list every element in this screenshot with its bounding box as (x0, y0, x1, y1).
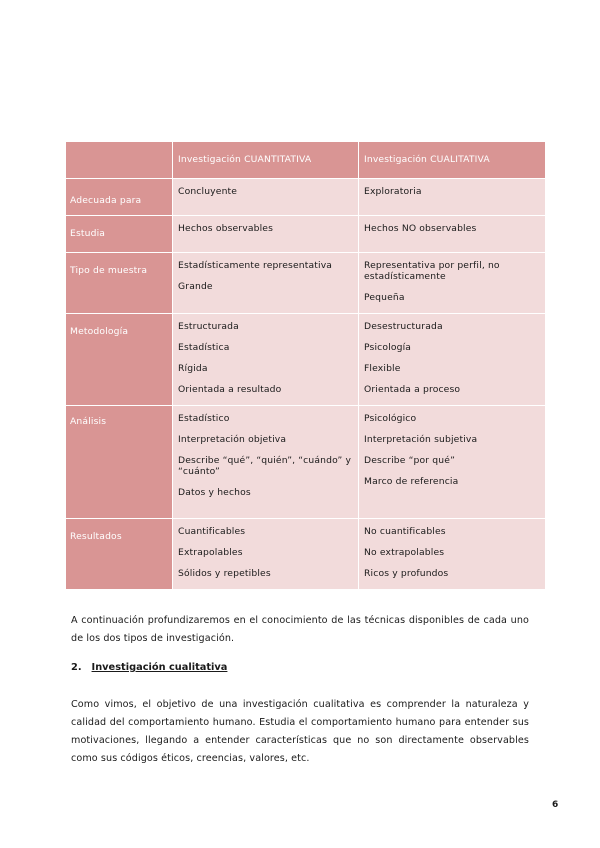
table-row (66, 406, 545, 519)
list-item: Datos y hechos (178, 487, 251, 498)
cual-cell (359, 179, 546, 216)
cual-cell (359, 519, 546, 590)
table-row (66, 314, 545, 406)
row-label: Tipo de muestra (70, 265, 148, 276)
cual-cell (359, 314, 546, 406)
cuant-cell (173, 216, 359, 253)
list-item: Psicológico (364, 413, 417, 424)
list-item: Psicología (364, 342, 412, 353)
table-row (66, 179, 545, 216)
list-item: Flexible (364, 363, 401, 374)
list-item: Estructurada (178, 321, 239, 332)
row-label-cell (66, 253, 173, 314)
list-item: Interpretación subjetiva (364, 434, 478, 445)
intro-paragraph: A continuación profundizaremos en el conocimiento de las técnicas disponibles de cada uno de los dos tipos de investigación. (71, 614, 529, 644)
row-label: Metodología (70, 326, 129, 337)
list-item: No cuantificables (364, 526, 446, 537)
list-item: No extrapolables (364, 547, 445, 558)
section-heading (71, 662, 227, 673)
page-number: 6 (552, 800, 559, 810)
list-item: Estadística (178, 342, 230, 353)
list-item: Extrapolables (178, 547, 243, 558)
header-cualitativa: Investigación CUALITATIVA (359, 142, 546, 179)
cuant-cell (173, 253, 359, 314)
cuant-cell (173, 314, 359, 406)
header-cuantitativa: Investigación CUANTITATIVA (173, 142, 359, 179)
list-item: Describe “por qué” (364, 455, 455, 466)
list-item: Hechos NO observables (364, 223, 477, 234)
list-item: Describe “qué”, “quién”, “cuándo” y “cuánto” (178, 455, 352, 477)
row-label-cell (66, 179, 173, 216)
list-item: Grande (178, 281, 213, 292)
list-item: Interpretación objetiva (178, 434, 287, 445)
list-item: Estadístico (178, 413, 230, 424)
list-item: Ricos y profundos (364, 568, 449, 579)
list-item: Concluyente (178, 186, 238, 197)
cual-cell (359, 406, 546, 519)
cuant-cell (173, 406, 359, 519)
row-label-cell (66, 314, 173, 406)
row-label: Estudia (70, 228, 106, 239)
cual-cell (359, 253, 546, 314)
list-item: Hechos observables (178, 223, 274, 234)
table-row (66, 253, 545, 314)
list-item: Sólidos y repetibles (178, 568, 271, 579)
list-item: Cuantificables (178, 526, 246, 537)
section-number: 2. (71, 662, 82, 673)
list-item: Rígida (178, 363, 208, 374)
list-item: Estadísticamente representativa (178, 260, 333, 271)
cual-cell (359, 216, 546, 253)
body-paragraph: Como vimos, el objetivo de una investigación cualitativa es comprender la naturaleza y calidad del comportamiento humano. Estudia el comportamiento humano para entender sus motivaciones, llegando a entender características que no son directamente observables como sus códigos éticos, creencias, valores, etc. (71, 698, 529, 764)
section-title: Investigación cualitativa (91, 662, 228, 673)
table-row (66, 216, 545, 253)
row-label-cell (66, 519, 173, 590)
comparison-table (66, 142, 545, 590)
cuant-cell (173, 179, 359, 216)
list-item: Exploratoria (364, 186, 422, 197)
row-label-cell (66, 216, 173, 253)
row-label-cell (66, 406, 173, 519)
row-label: Resultados (70, 531, 122, 542)
row-label: Adecuada para (70, 195, 142, 206)
cuant-cell (173, 519, 359, 590)
header-empty-cell (66, 142, 173, 179)
list-item: Representativa por perfil, no estadísticamente (364, 260, 500, 282)
list-item: Pequeña (364, 292, 405, 303)
list-item: Desestructurada (364, 321, 443, 332)
row-label: Análisis (70, 416, 107, 427)
list-item: Orientada a resultado (178, 384, 282, 395)
table-header-row (66, 142, 545, 179)
list-item: Marco de referencia (364, 476, 459, 487)
table-row (66, 519, 545, 590)
list-item: Orientada a proceso (364, 384, 461, 395)
